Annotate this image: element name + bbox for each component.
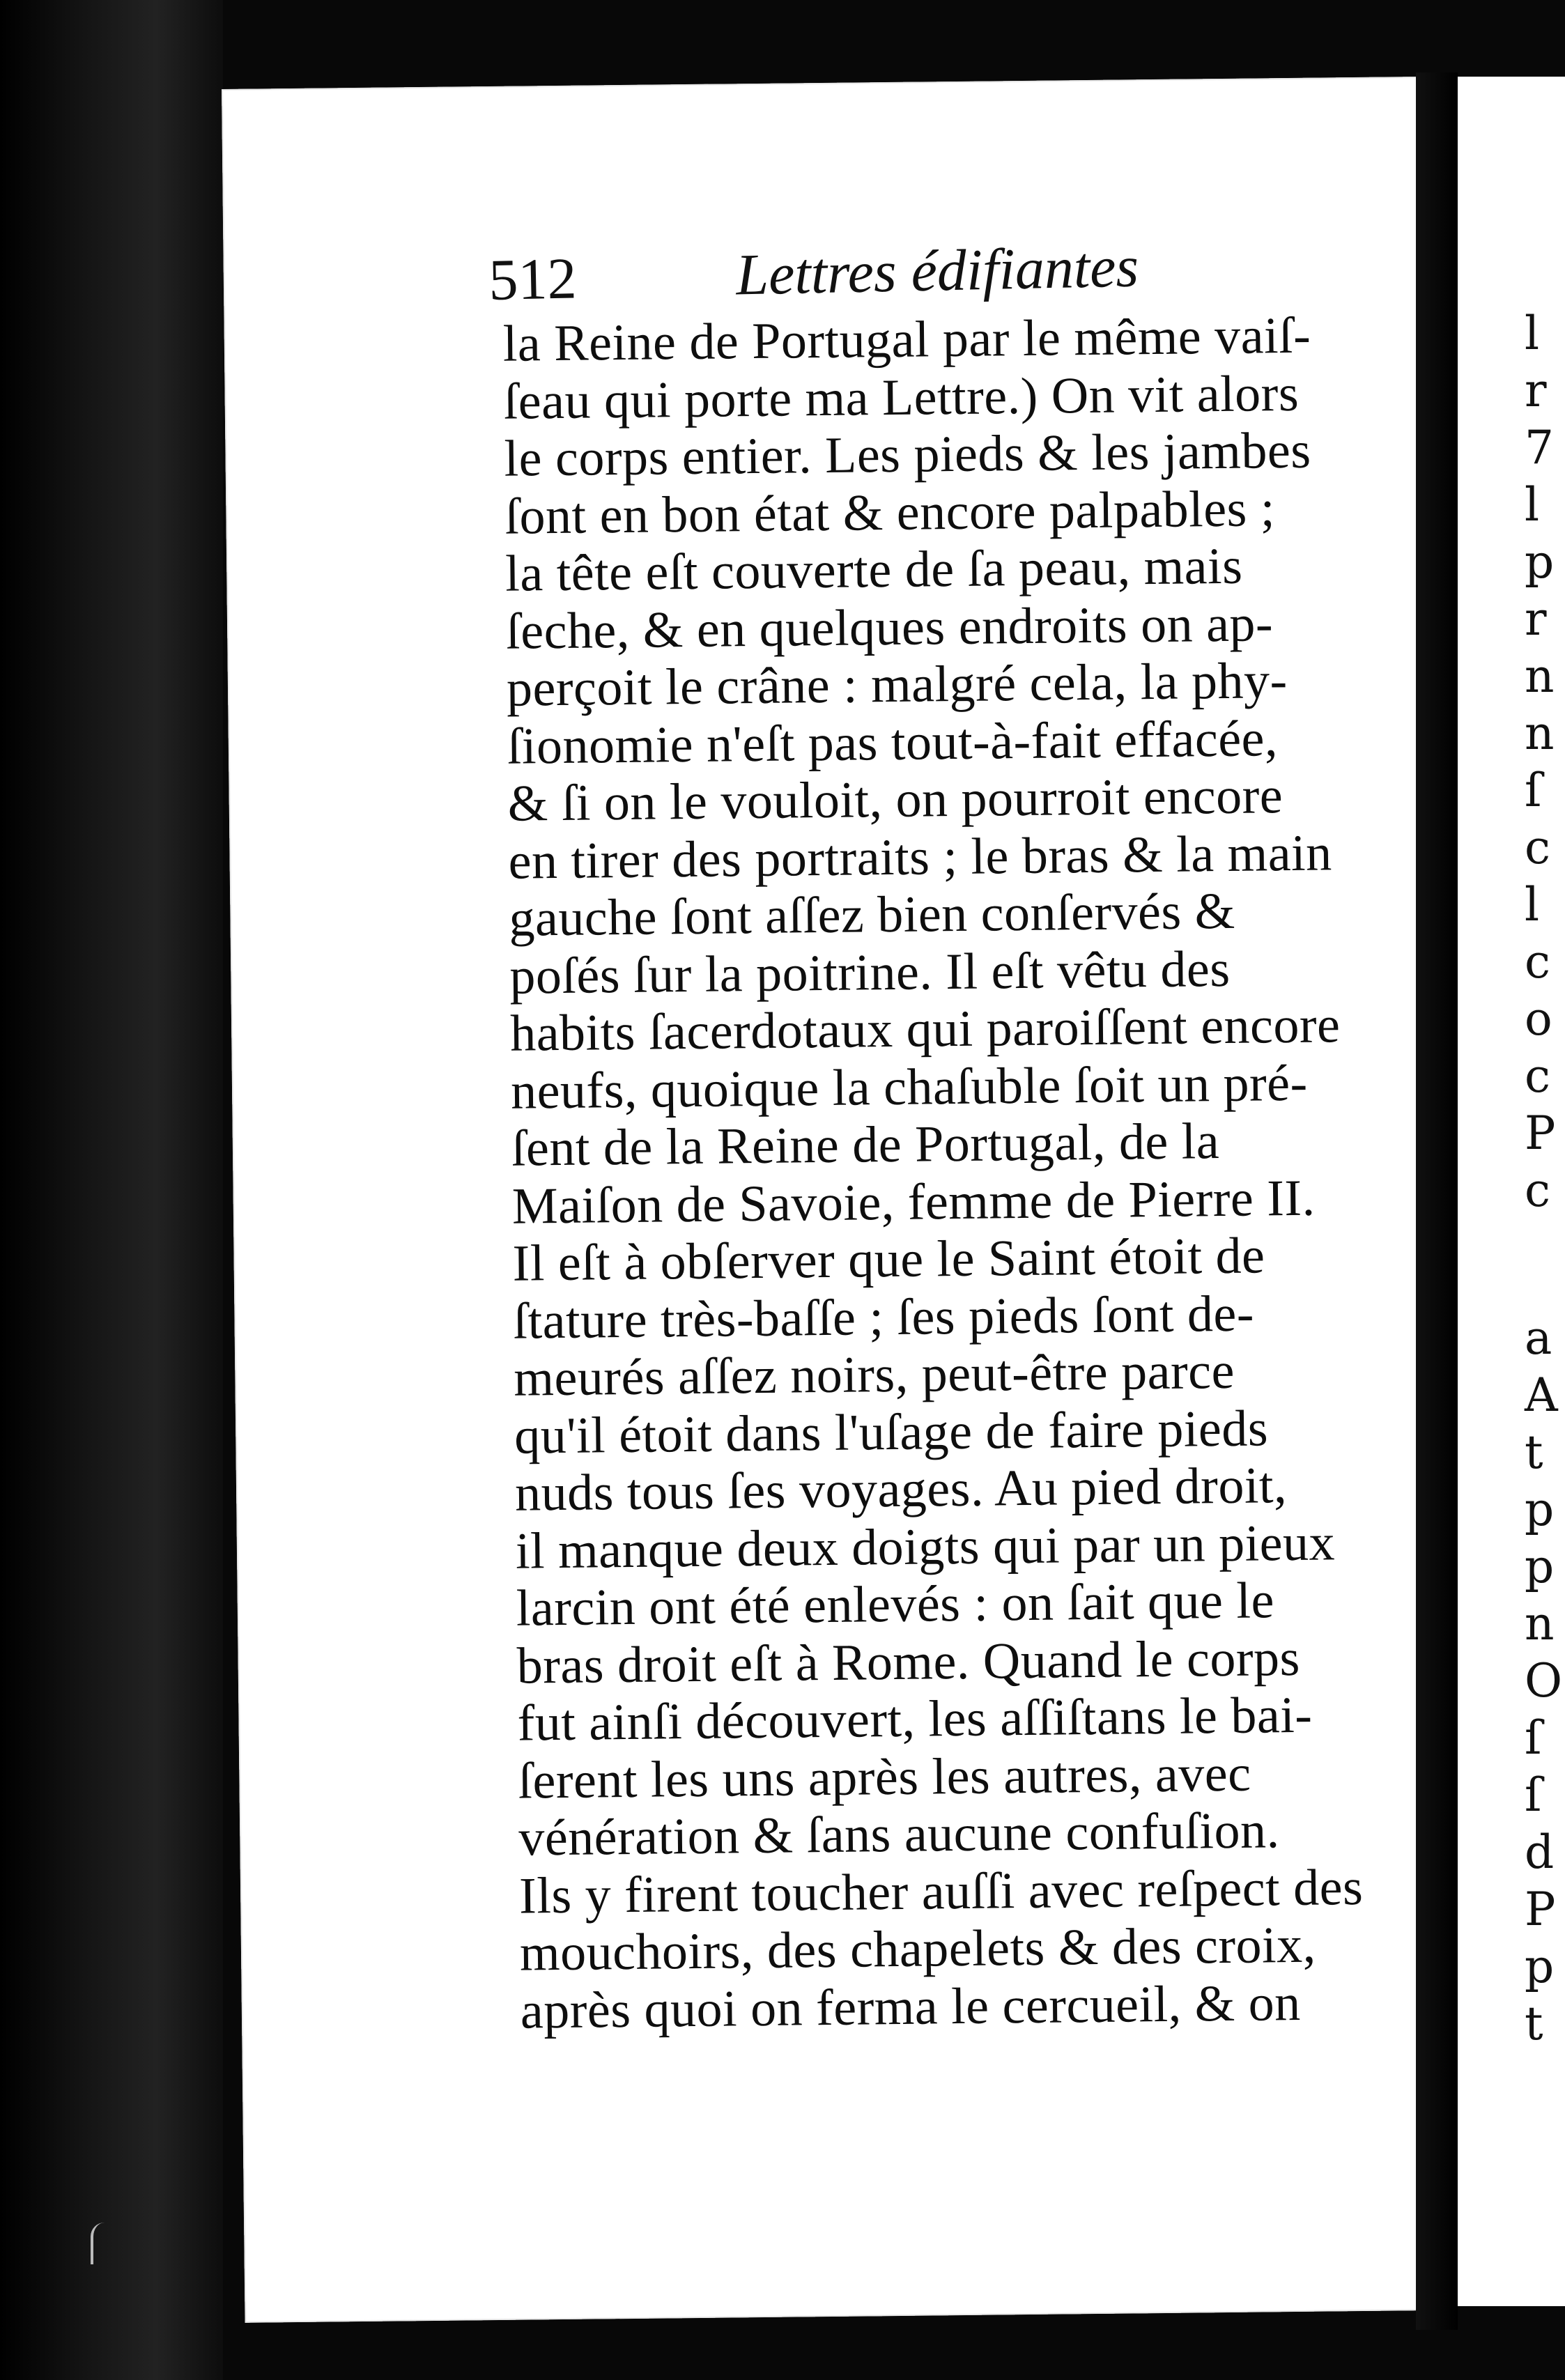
next-page-fragment: p [1525, 1540, 1555, 1593]
text-line: le corps entier. Les pieds & les jambes [504, 422, 1311, 488]
text-line: neufs, quoique la chaſuble ſoit un pré- [510, 1054, 1309, 1120]
next-page-fragment: p [1525, 1483, 1555, 1536]
text-line: en tirer des portraits ; le bras & la main [508, 824, 1333, 890]
next-page-fragment: A [1525, 1368, 1558, 1422]
text-line: il manque deux doigts qui par un pieux [515, 1513, 1336, 1580]
text-line: meurés aſſez noirs, peut-être parce [513, 1342, 1235, 1407]
running-title: Lettres édifiantes [735, 234, 1140, 308]
text-line: bras droit eſt à Rome. Quand le corps [516, 1629, 1301, 1695]
next-page-fragment: t [1525, 1997, 1543, 2050]
page-number: 512 [488, 246, 578, 313]
next-page-fragment: c [1525, 1164, 1550, 1217]
text-line: ſont en bon état & encore palpables ; [504, 479, 1276, 546]
next-page-fragment: n [1525, 1597, 1555, 1651]
text-line: & ſi on le vouloit, on pourroit encore [507, 767, 1283, 833]
next-page-fragment: a [1525, 1311, 1552, 1365]
next-page-fragment: ſ [1525, 1768, 1542, 1822]
text-line: après quoi on ferma le cercueil, & on [520, 1974, 1302, 2040]
text-line: la tête eſt couverte de ſa peau, mais [504, 537, 1243, 603]
next-page-fragment: P [1525, 1106, 1556, 1160]
text-line: Maiſon de Savoie, femme de Pierre II. [511, 1169, 1316, 1235]
next-page-fragment: r [1525, 364, 1547, 417]
next-page-fragment: l [1525, 878, 1540, 932]
text-line: larcin ont été enlevés : on ſait que le [516, 1572, 1275, 1637]
next-page-fragment: 7 [1525, 421, 1554, 474]
next-page-fragment: l [1525, 478, 1540, 532]
next-page-fragment: c [1525, 1049, 1550, 1103]
text-line: qu'il étoit dans l'uſage de faire pieds [514, 1399, 1269, 1465]
next-page-fragment: t [1525, 1425, 1543, 1479]
text-line: ſtature très-baſſe ; ſes pieds ſont de- [513, 1285, 1255, 1350]
next-page-fragment: c [1525, 821, 1550, 874]
next-page-edge [1458, 77, 1565, 2306]
margin-mark [91, 2223, 114, 2264]
text-line: nuds tous ſes voyages. Au pied droit, [514, 1457, 1288, 1522]
next-page-fragment: l [1525, 307, 1540, 360]
text-line: fut ainſi découvert, les aſſiſtans le bai- [517, 1686, 1313, 1752]
text-line: Il eſt à obſerver que le Saint étoit de [512, 1227, 1265, 1292]
text-line: ſent de la Reine de Portugal, de la [511, 1113, 1220, 1177]
text-line: la Reine de Portugal par le même vaiſ- [502, 307, 1311, 373]
next-page-fragment: ſ [1525, 764, 1542, 817]
next-page-fragment: c [1525, 935, 1550, 989]
next-page-fragment: n [1525, 649, 1555, 703]
next-page-fragment: d [1525, 1825, 1555, 1879]
book-page [222, 77, 1444, 2323]
text-line: poſés ſur la poitrine. Il eſt vêtu des [509, 940, 1231, 1005]
text-line: perçoit le crâne : malgré cela, la phy- [506, 652, 1288, 718]
text-line: vénération & ſans aucune confuſion. [518, 1802, 1280, 1867]
text-line: ſerent les uns après les autres, avec [518, 1745, 1251, 1810]
text-line: ſeau qui porte ma Lettre.) On vit alors [503, 364, 1300, 431]
next-page-fragment: n [1525, 706, 1555, 760]
next-page-fragment: r [1525, 592, 1547, 646]
text-line: Ils y firent toucher auſſi avec reſpect des [518, 1858, 1364, 1925]
book-binding [0, 0, 223, 2380]
text-line: ſionomie n'eſt pas tout-à-fait effacée, [507, 709, 1279, 775]
next-page-fragment: ſ [1525, 1711, 1542, 1765]
next-page-fragment: O [1525, 1654, 1563, 1708]
gutter-shadow [1416, 72, 1458, 2330]
text-line: ſeche, & en quelques endroits on ap- [505, 594, 1274, 660]
next-page-fragment: p [1525, 1940, 1555, 1993]
text-line: mouchoirs, des chapelets & des croix, [519, 1916, 1317, 1982]
text-line: habits ſacerdotaux qui paroiſſent encore [509, 996, 1341, 1062]
next-page-fragment: P [1525, 1883, 1556, 1936]
text-line: gauche ſont aſſez bien conſervés & [509, 882, 1236, 948]
next-page-fragment: o [1525, 992, 1552, 1046]
next-page-fragment: p [1525, 535, 1555, 589]
